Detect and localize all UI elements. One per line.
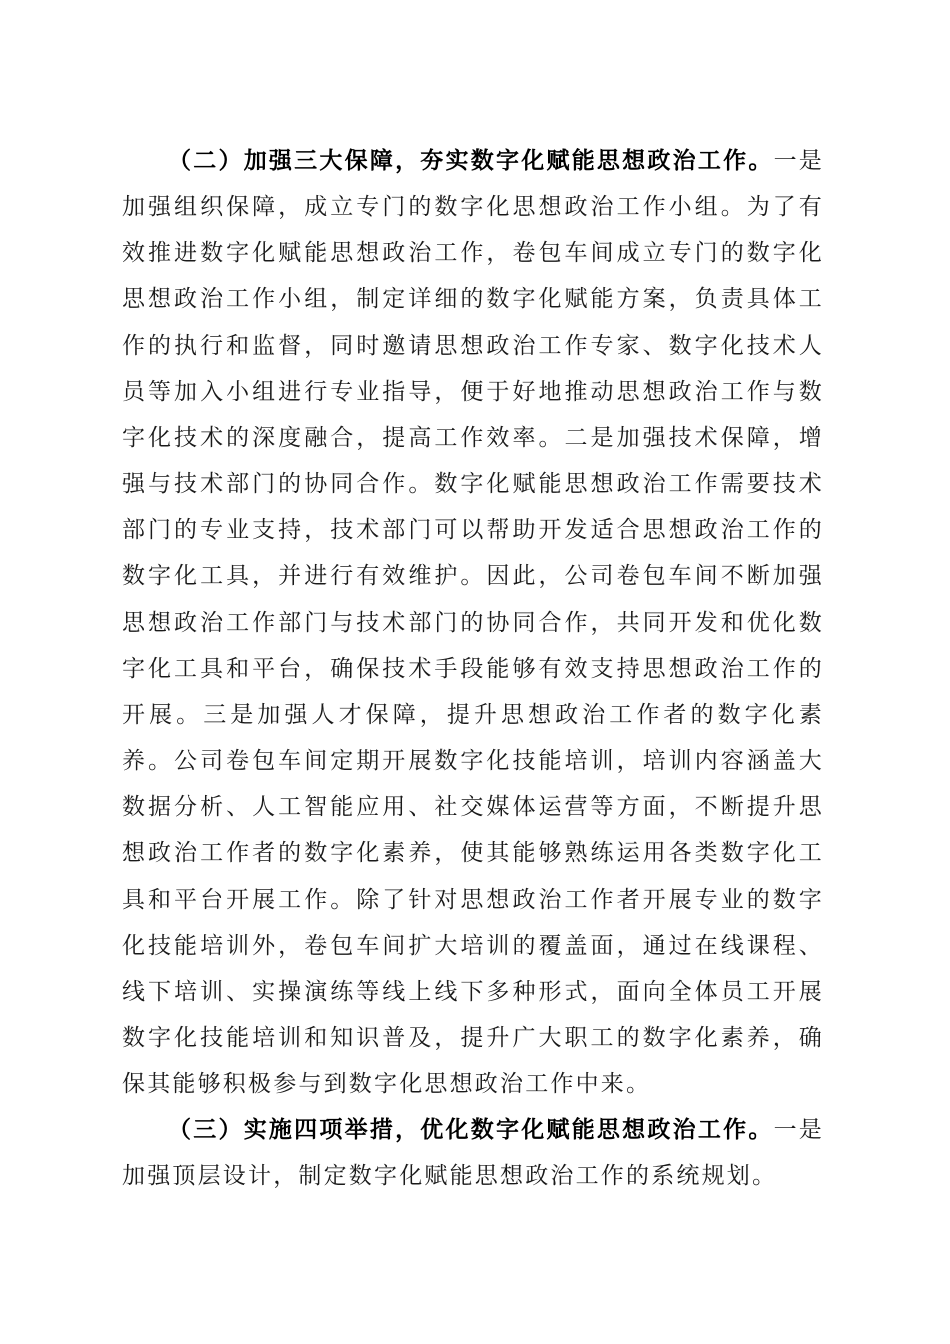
section-body-three: 一是加强顶层设计，制定数字化赋能思想政治工作的系统规划。 (122, 1117, 824, 1190)
section-heading-two: （二）加强三大保障，夯实数字化赋能思想政治工作。 (168, 147, 774, 174)
document-body (122, 138, 824, 1200)
section-body-two: 一是加强组织保障，成立专门的数字化思想政治工作小组。为了有效推进数字化赋能思想政治工作，卷包车间成立专门的数字化思想政治工作小组，制定详细的数字化赋能方案，负责具体工作的执行和监督，同时邀请思想政治工作专家、数字化技术人员等加入小组进行专业指导，便于好地推动思想政治工作与数字化技术的深度融合，提高工作效率。二是加强技术保障，增强与技术部门的协同合作。数字化赋能思想政治工作需要技术部门的专业支持，技术部门可以帮助开发适合思想政治工作的数字化工具，并进行有效维护。因此，公司卷包车间不断加强思想政治工作部门与技术部门的协同合作，共同开发和优化数字化工具和平台，确保技术手段能够有效支持思想政治工作的开展。三是加强人才保障，提升思想政治工作者的数字化素养。公司卷包车间定期开展数字化技能培训，培训内容涵盖大数据分析、人工智能应用、社交媒体运营等方面，不断提升思想政治工作者的数字化素养，使其能够熟练运用各类数字化工具和平台开展工作。除了针对思想政治工作者开展专业的数字化技能培训外，卷包车间扩大培训的覆盖面，通过在线课程、线下培训、实操演练等线上线下多种形式，面向全体员工开展数字化技能培训和知识普及，提升广大职工的数字化素养，确保其能够积极参与到数字化思想政治工作中来。 (122, 148, 824, 1098)
paragraph-three (122, 1107, 824, 1199)
paragraph-two (122, 138, 824, 1107)
section-heading-three: （三）实施四项举措，优化数字化赋能思想政治工作。 (168, 1116, 774, 1144)
